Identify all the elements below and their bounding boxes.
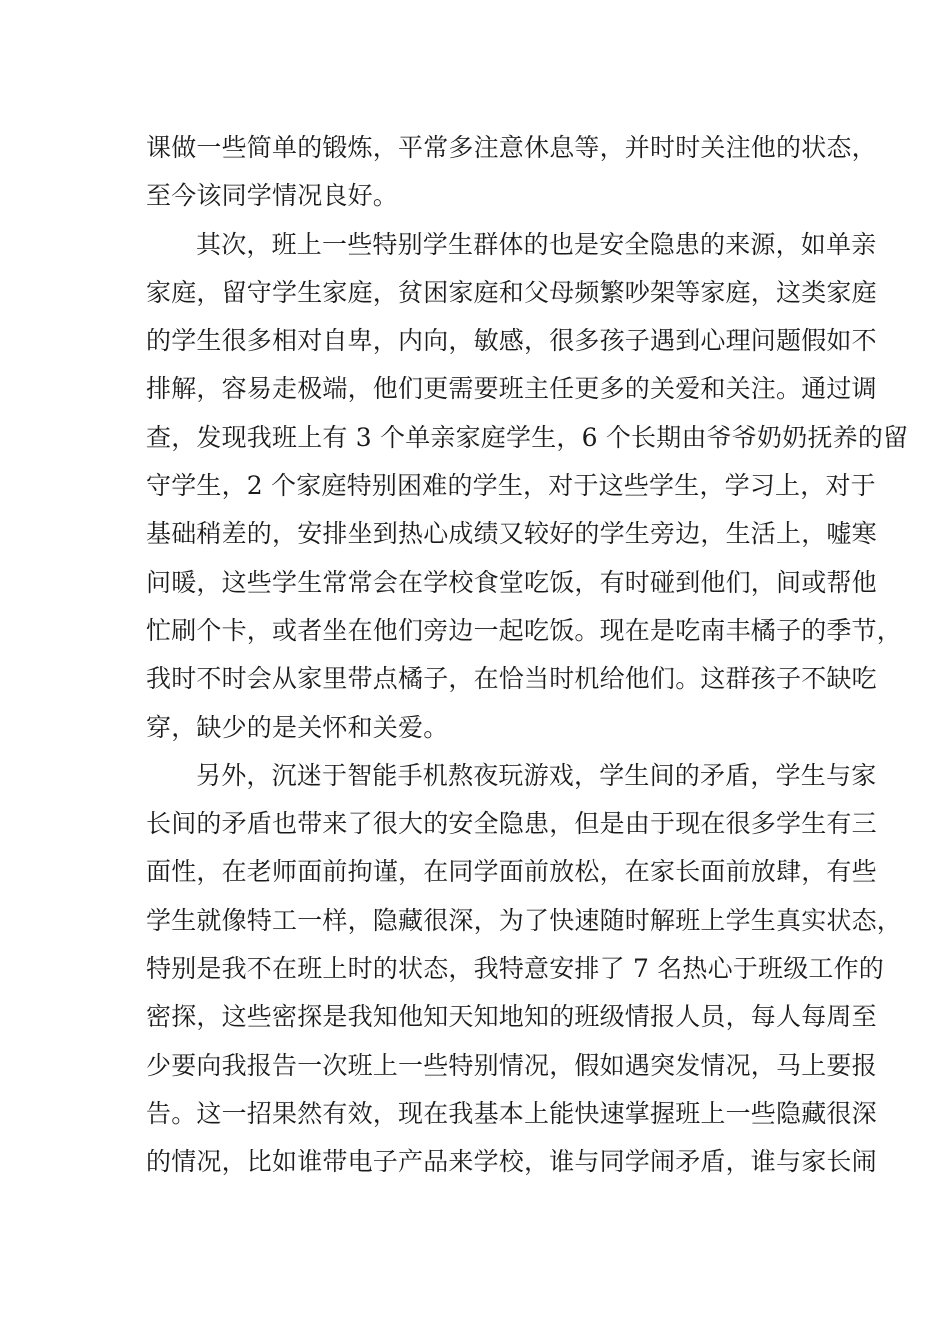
- paragraph-first-line: 其次，班上一些特别学生群体的也是安全隐患的来源，如单亲: [196, 229, 877, 259]
- text-line: 问暖，这些学生常常会在学校食堂吃饭，有时碰到他们，间或帮他: [146, 567, 877, 597]
- text-line: 学生就像特工一样，隐藏很深，为了快速随时解班上学生真实状态，: [146, 905, 903, 935]
- text-line: 少要向我报告一次班上一些特别情况，假如遇突发情况，马上要报: [146, 1050, 877, 1080]
- text-line: 查，发现我班上有 3 个单亲家庭学生，6 个长期由爷爷奶奶抚养的留: [146, 422, 909, 452]
- text-line: 面性，在老师面前拘谨，在同学面前放松，在家长面前放肆，有些: [146, 857, 877, 887]
- text-line: 特别是我不在班上时的状态，我特意安排了 7 名热心于班级工作的: [146, 954, 885, 984]
- text-line: 课做一些简单的锻炼，平常多注意休息等，并时时关注他的状态，: [146, 133, 877, 162]
- text-line: 告。这一招果然有效，现在我基本上能快速掌握班上一些隐藏很深: [146, 1098, 877, 1128]
- text-line: 基础稍差的，安排坐到热心成绩又较好的学生旁边，生活上，嘘寒: [146, 519, 877, 549]
- text-line: 密探，这些密探是我知他知天知地知的班级情报人员，每人每周至: [146, 1002, 877, 1032]
- text-line: 的情况，比如谁带电子产品来学校，谁与同学闹矛盾，谁与家长闹: [146, 1147, 877, 1177]
- text-line: 家庭，留守学生家庭，贫困家庭和父母频繁吵架等家庭，这类家庭: [146, 277, 877, 307]
- text-line: 长间的矛盾也带来了很大的安全隐患，但是由于现在很多学生有三: [146, 809, 877, 839]
- text-line: 排解，容易走极端，他们更需要班主任更多的关爱和关注。通过调: [146, 374, 877, 404]
- text-line: 穿，缺少的是关怀和关爱。: [146, 712, 449, 742]
- text-line: 忙刷个卡，或者坐在他们旁边一起吃饭。现在是吃南丰橘子的季节，: [146, 615, 903, 645]
- paragraph-first-line: 另外，沉迷于智能手机熬夜玩游戏，学生间的矛盾，学生与家: [196, 760, 877, 790]
- text-line: 我时不时会从家里带点橘子，在恰当时机给他们。这群孩子不缺吃: [146, 664, 877, 694]
- body-text: [146, 124, 909, 1187]
- text-line: 的学生很多相对自卑，内向，敏感，很多孩子遇到心理问题假如不: [146, 326, 877, 356]
- text-line: 至今该同学情况良好。: [146, 181, 399, 211]
- text-line: 守学生，2 个家庭特别困难的学生，对于这些学生，学习上，对于: [146, 471, 876, 501]
